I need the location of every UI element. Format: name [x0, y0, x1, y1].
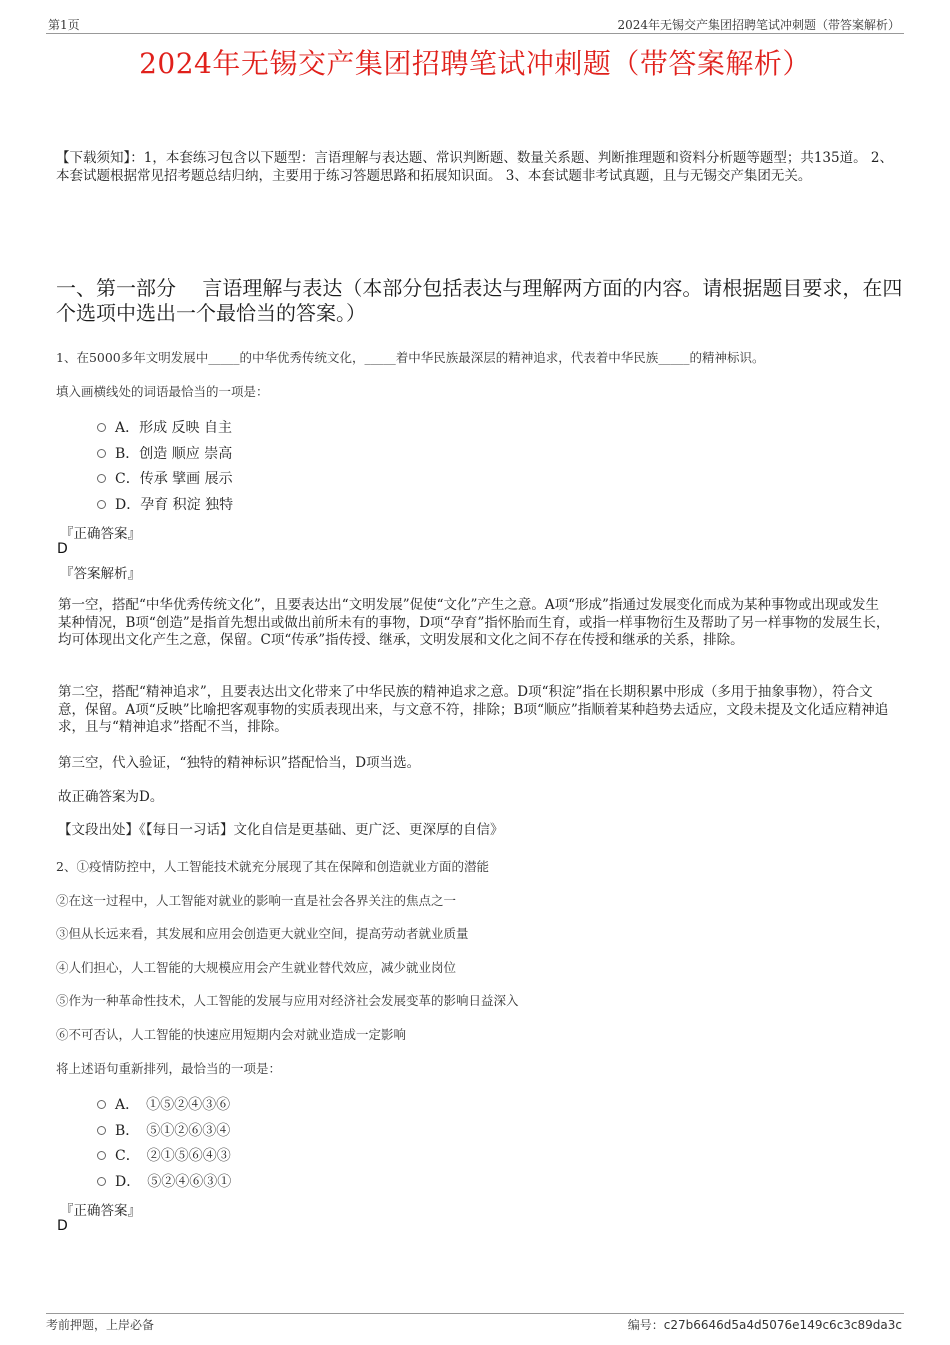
question-2-option-b[interactable] — [97, 1120, 230, 1140]
analysis-paragraph-3: 第三空，代入验证，“独特的精神标识”搭配恰当，D项当选。 — [58, 755, 421, 771]
page-header — [46, 15, 904, 34]
option-label: B．创造 顺应 崇高 — [115, 446, 233, 462]
question-2-sentence-3: ③但从长远来看，其发展和应用会创造更大就业空间，提高劳动者就业质量 — [56, 926, 469, 941]
option-label: C． ②①⑤⑥④③ — [115, 1148, 231, 1164]
analysis-source: 【文段出处】《【每日一习话】文化自信是更基础、更广泛、更深厚的自信》 — [58, 822, 504, 838]
question-1-option-c[interactable] — [97, 468, 233, 488]
option-label: D．孕育 积淀 独特 — [115, 497, 234, 513]
radio-icon[interactable] — [97, 423, 106, 432]
question-2-option-a[interactable] — [97, 1094, 230, 1114]
question-2-sentence-2: ②在这一过程中，人工智能对就业的影响一直是社会各界关注的焦点之一 — [56, 893, 457, 908]
question-2-prompt: 将上述语句重新排列，最恰当的一项是： — [56, 1061, 282, 1076]
question-1-answer: D — [57, 541, 68, 557]
question-1-prompt: 填入画横线处的词语最恰当的一项是： — [56, 384, 269, 399]
header-doc-title: 2024年无锡交产集团招聘笔试冲刺题（带答案解析） — [617, 18, 900, 32]
radio-icon[interactable] — [97, 1126, 106, 1135]
analysis-paragraph-2: 第二空，搭配“精神追求”，且要表达出文化带来了中华民族的精神追求之意。D项“积淀”指在长期积累中形成（多用于抽象事物），符合文意，保留。A项“反映”比喻把客观事物的实质表现出来，与文意不符，排除；B项“顺应”指顺着某种趋势去适应，文段未提及文化适应精神追求，且与“精神追求”搭配不当，排除。 — [58, 684, 889, 735]
question-2-option-c[interactable] — [97, 1145, 231, 1165]
question-2-option-d[interactable] — [97, 1171, 231, 1191]
analysis-paragraph-1: 第一空，搭配“中华优秀传统文化”，且要表达出“文明发展”促使“文化”产生之意。A项“形成”指通过发展变化而成为某种事物或出现或发生某种情况，B项“创造”是指首先想出或做出前所未有的事物，D项“孕育”指怀胎而生育，或指一样事物衍生及帮助了另一样事物的发展生长，均可体现出文化产生之意，保留。C项“传承”指传授、继承，文明发展和文化之间不存在传授和继承的关系，排除。 — [58, 597, 890, 648]
question-2-answer: D — [57, 1218, 68, 1234]
radio-icon[interactable] — [97, 1100, 106, 1109]
page-footer — [46, 1313, 904, 1330]
document-code-value: c27b6646d5a4d5076e149c6c3c89da3c — [663, 1318, 902, 1332]
radio-icon[interactable] — [97, 500, 106, 509]
radio-icon[interactable] — [97, 449, 106, 458]
option-label: A． ①⑤②④③⑥ — [115, 1097, 231, 1113]
question-1-stem: 1、在5000多年文明发展中_____的中华优秀传统文化，_____着中华民族最深层的精神追求，代表着中华民族_____的精神标识。 — [56, 350, 765, 365]
document-code — [628, 1316, 902, 1333]
question-1-analysis-label: 『答案解析』 — [60, 566, 141, 582]
analysis-conclusion: 故正确答案为D。 — [58, 789, 164, 805]
option-label: C．传承 擘画 展示 — [115, 471, 233, 487]
question-2-sentence-4: ④人们担心，人工智能的大规模应用会产生就业替代效应，减少就业岗位 — [56, 960, 457, 975]
radio-icon[interactable] — [97, 1177, 106, 1186]
option-label: B． ⑤①②⑥③④ — [115, 1123, 231, 1139]
download-notice: 【下载须知】：1，本套练习包含以下题型：言语理解与表达题、常识判断题、数量关系题、判断推理题和资料分析题等题型；共135道。 2、本套试题根据常见招考题总结归纳，主要用于练习答题思路和拓展知识面。 3、本套试题非考试真题，且与无锡交产集团无关。 — [56, 150, 893, 184]
question-2-stem: 2、①疫情防控中，人工智能技术就充分展现了其在保障和创造就业方面的潜能 — [56, 859, 489, 874]
document-code-label: 编号： — [627, 1318, 664, 1332]
question-1-option-b[interactable] — [97, 443, 232, 463]
radio-icon[interactable] — [97, 474, 106, 483]
question-2-sentence-6: ⑥不可否认，人工智能的快速应用短期内会对就业造成一定影响 — [56, 1027, 407, 1042]
section-title: 一、第一部分 言语理解与表达（本部分包括表达与理解两方面的内容。请根据题目要求，在四个选项中选出一个最恰当的答案。） — [56, 276, 903, 325]
question-2-sentence-5: ⑤作为一种革命性技术，人工智能的发展与应用对经济社会发展变革的影响日益深入 — [56, 993, 519, 1008]
question-1-answer-label: 『正确答案』 — [60, 526, 141, 542]
option-label: A．形成 反映 自主 — [115, 420, 233, 436]
document-title: 2024年无锡交产集团招聘笔试冲刺题（带答案解析） — [139, 47, 811, 80]
page-number: 第1页 — [48, 18, 80, 32]
footer-slogan: 考前押题，上岸必备 — [46, 1318, 155, 1332]
option-label: D． ⑤②④⑥③① — [115, 1174, 232, 1190]
question-1-option-d[interactable] — [97, 494, 233, 514]
question-1-option-a[interactable] — [97, 417, 232, 437]
question-2-answer-label: 『正确答案』 — [60, 1203, 141, 1219]
radio-icon[interactable] — [97, 1151, 106, 1160]
